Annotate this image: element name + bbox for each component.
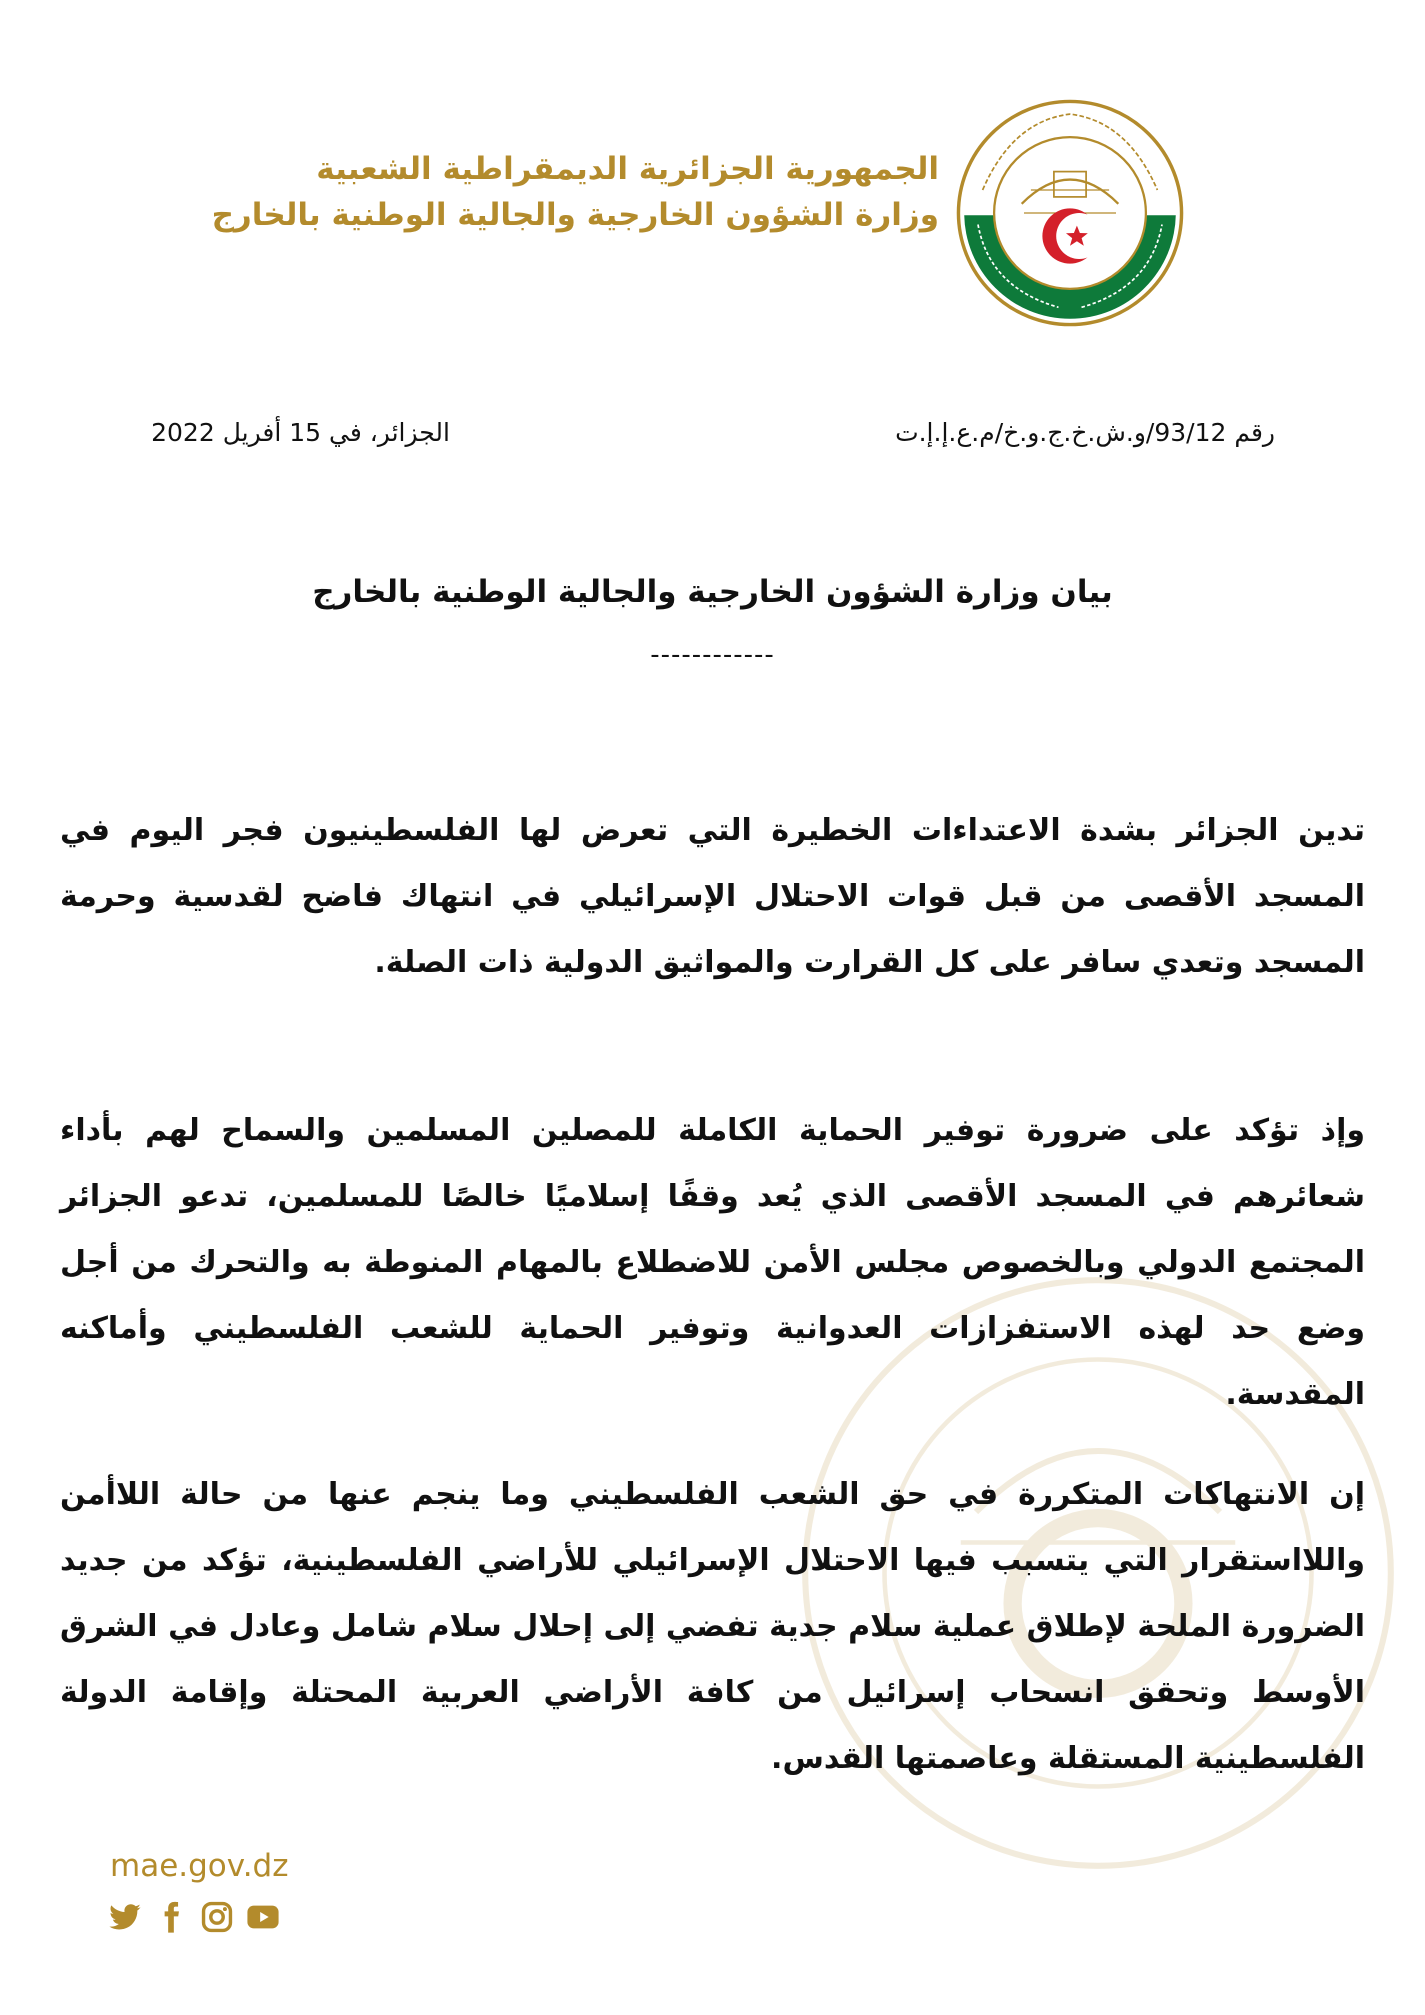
- twitter-icon[interactable]: [108, 1900, 142, 1934]
- statement-title: بيان وزارة الشؤون الخارجية والجالية الوطنية بالخارج: [312, 574, 1113, 610]
- letterhead: [211, 146, 939, 238]
- instagram-icon[interactable]: [200, 1900, 234, 1934]
- statement-paragraph-1: تدين الجزائر بشدة الاعتداءات الخطيرة التي تعرض لها الفلسطينيون فجر اليوم في المسجد الأقصى من قبل قوات الاحتلال الإسرائيلي في انتهاك فاضح لقدسية وحرمة المسجد وتعدي سافر على كل القرارت والمواثيق الدولية ذات الصلة.: [60, 813, 1365, 980]
- social-links: [108, 1900, 280, 1934]
- ministry-name: وزارة الشؤون الخارجية والجالية الوطنية بالخارج: [211, 197, 939, 233]
- ministry-seal-logo: [955, 98, 1185, 328]
- youtube-icon[interactable]: [246, 1900, 280, 1934]
- statement-paragraph-3: إن الانتهاكات المتكررة في حق الشعب الفلسطيني وما ينجم عنها من حالة اللاأمن واللااستقرار التي يتسبب فيها الاحتلال الإسرائيلي للأراضي الفلسطينية، تؤكد من جديد الضرورة الملحة لإطلاق عملية سلام جدية تفضي إلى إحلال سلام شامل وعادل في الشرق الأوسط وتحقق انسحاب إسرائيل من كافة الأراضي العربية المحتلة وإقامة الدولة الفلسطينية المستقلة وعاصمتها القدس.: [60, 1477, 1365, 1776]
- title-separator: ------------: [650, 640, 775, 670]
- website-link[interactable]: mae.gov.dz: [110, 1848, 289, 1884]
- facebook-icon[interactable]: [154, 1900, 188, 1934]
- reference-number: رقم 93/12/و.ش.خ.ج.و.خ/م.ع.إ.إ.ت: [895, 418, 1275, 447]
- country-name: الجمهورية الجزائرية الديمقراطية الشعبية: [316, 151, 939, 187]
- issue-date: الجزائر، في 15 أفريل 2022: [151, 418, 450, 447]
- statement-paragraph-2: وإذ تؤكد على ضرورة توفير الحماية الكاملة للمصلين المسلمين والسماح لهم بأداء شعائرهم في المسجد الأقصى الذي يُعد وقفًا إسلاميًا خالصًا للمسلمين، تدعو الجزائر المجتمع الدولي وبالخصوص مجلس الأمن للاضطلاع بالمهام المنوطة به والتحرك من أجل وضع حد لهذه الاستفزازات العدوانية وتوفير الحماية للشعب الفلسطيني وأماكنه المقدسة.: [60, 1113, 1365, 1412]
